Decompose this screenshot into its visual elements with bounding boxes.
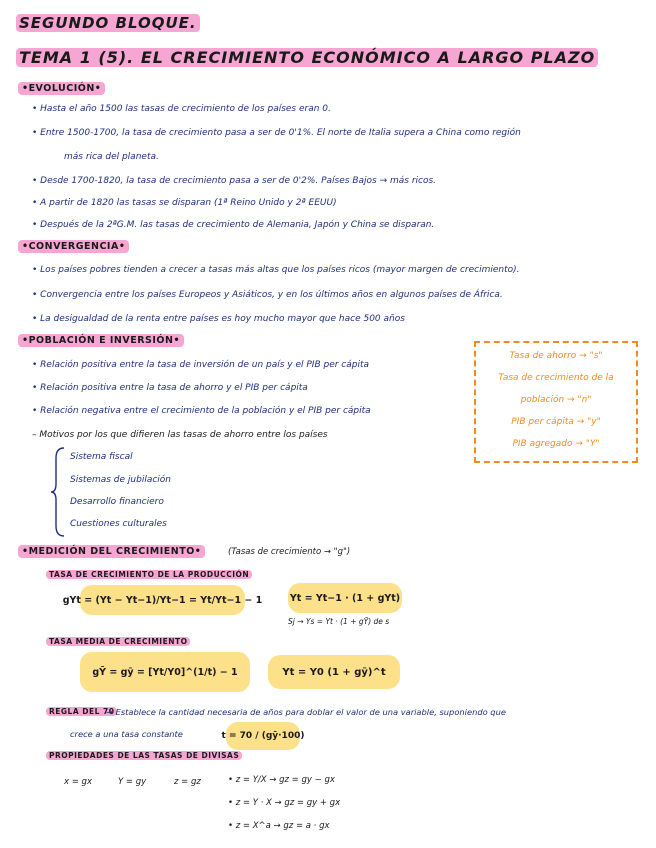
list-item: • Relación positiva entre la tasa de inversión de un país y el PIB per cápita (32, 360, 370, 370)
list-item: más rica del planeta. (64, 152, 159, 162)
section-convergencia-heading: •CONVERGENCIA• (18, 241, 129, 252)
list-item: • A partir de 1820 las tasas se disparan (1ª Reino Unido y 2ª EEUU) (32, 198, 337, 208)
subheading: TASA MEDIA DE CRECIMIENTO (46, 637, 190, 646)
prop-left: x = gx (64, 777, 92, 787)
motivo-item: Cuestiones culturales (70, 519, 167, 529)
motivo-item: Desarrollo financiero (70, 497, 164, 507)
subheading: PROPIEDADES DE LAS TASAS DE DIVISAS (46, 751, 242, 760)
notation-line: Tasa de crecimiento de la (498, 373, 614, 383)
list-item: • Convergencia entre los países Europeos y Asiáticos, y en los últimos años en algunos países de África. (32, 290, 503, 300)
list-item: • Entre 1500-1700, la tasa de crecimiento pasa a ser de 0'1%. El norte de Italia supera a China como región (32, 128, 521, 138)
list-item: • La desigualdad de la renta entre países es hoy mucho mayor que hace 500 años (32, 314, 405, 324)
prop-left: z = gz (174, 777, 201, 787)
formula-rule-70: t = 70 / (gȳ·100) (226, 722, 300, 750)
list-item: – Motivos por los que difieren las tasas de ahorro entre los países (32, 430, 328, 440)
formula-compound: Yt = Y0 (1 + gȳ)^t (268, 655, 400, 689)
regla-text-2: crece a una tasa constante (70, 729, 183, 739)
list-item: • Después de la 2ªG.M. las tasas de crecimiento de Alemania, Japón y China se disparan. (32, 220, 435, 230)
list-item: • Desde 1700-1820, la tasa de crecimiento pasa a ser de 0'2%. Países Bajos → más ricos. (32, 176, 437, 186)
motivo-item: Sistema fiscal (70, 452, 133, 462)
subheading: TASA DE CRECIMIENTO DE LA PRODUCCIÓN (46, 570, 252, 579)
section-medicion-heading: •MEDICIÓN DEL CRECIMIENTO• (18, 546, 205, 557)
list-item: • Los países pobres tienden a crecer a tasas más altas que los países ricos (mayor margen de crecimiento). (32, 265, 520, 275)
motivo-item: Sistemas de jubilación (70, 475, 172, 485)
notation-box (474, 341, 638, 463)
prop-right: • z = Y/X → gz = gy − gx (228, 775, 335, 785)
block-title: SEGUNDO BLOQUE. (16, 14, 200, 32)
formula-mean-rate: gȲ = gȳ = [Yt/Y0]^(1/t) − 1 (80, 652, 250, 692)
notation-line: Tasa de ahorro → "s" (509, 351, 603, 361)
section-poblacion-heading: •POBLACIÓN E INVERSIÓN• (18, 335, 184, 346)
section-evolucion-heading: •EVOLUCIÓN• (18, 83, 105, 94)
prop-right: • z = X^a → gz = a · gx (228, 821, 330, 831)
prop-left: Y = gy (118, 777, 147, 787)
list-item: • Relación positiva entre la tasa de ahorro y el PIB per cápita (32, 383, 308, 393)
prop-right: • z = Y · X → gz = gy + gx (228, 798, 341, 808)
medicion-note: (Tasas de crecimiento → "g") (228, 547, 351, 557)
brace-icon (50, 446, 66, 538)
list-item: • Hasta el año 1500 las tasas de crecimiento de los países eran 0. (32, 104, 331, 114)
topic-title: TEMA 1 (5). EL CRECIMIENTO ECONÓMICO A LARGO PLAZO (16, 48, 598, 67)
notation-line: población → "n" (520, 395, 592, 405)
regla-label: REGLA DEL 70 (46, 707, 117, 716)
formula-level: Yt = Yt−1 · (1 + gYt) (288, 583, 402, 613)
notation-line: PIB agregado → "Y" (512, 439, 600, 449)
regla-text: → Establece la cantidad necesaria de años para doblar el valor de una variable, suponiendo que (106, 707, 506, 717)
notation-line: PIB per cápita → "y" (511, 417, 601, 427)
list-item: • Relación negativa entre el crecimiento de la población y el PIB per cápita (32, 406, 371, 416)
formula-note: Sj → Ys = Yt · (1 + gȲ) de s (288, 617, 390, 626)
formula-growth-rate: gYt = (Yt − Yt−1)/Yt−1 = Yt/Yt−1 − 1 (80, 585, 245, 615)
